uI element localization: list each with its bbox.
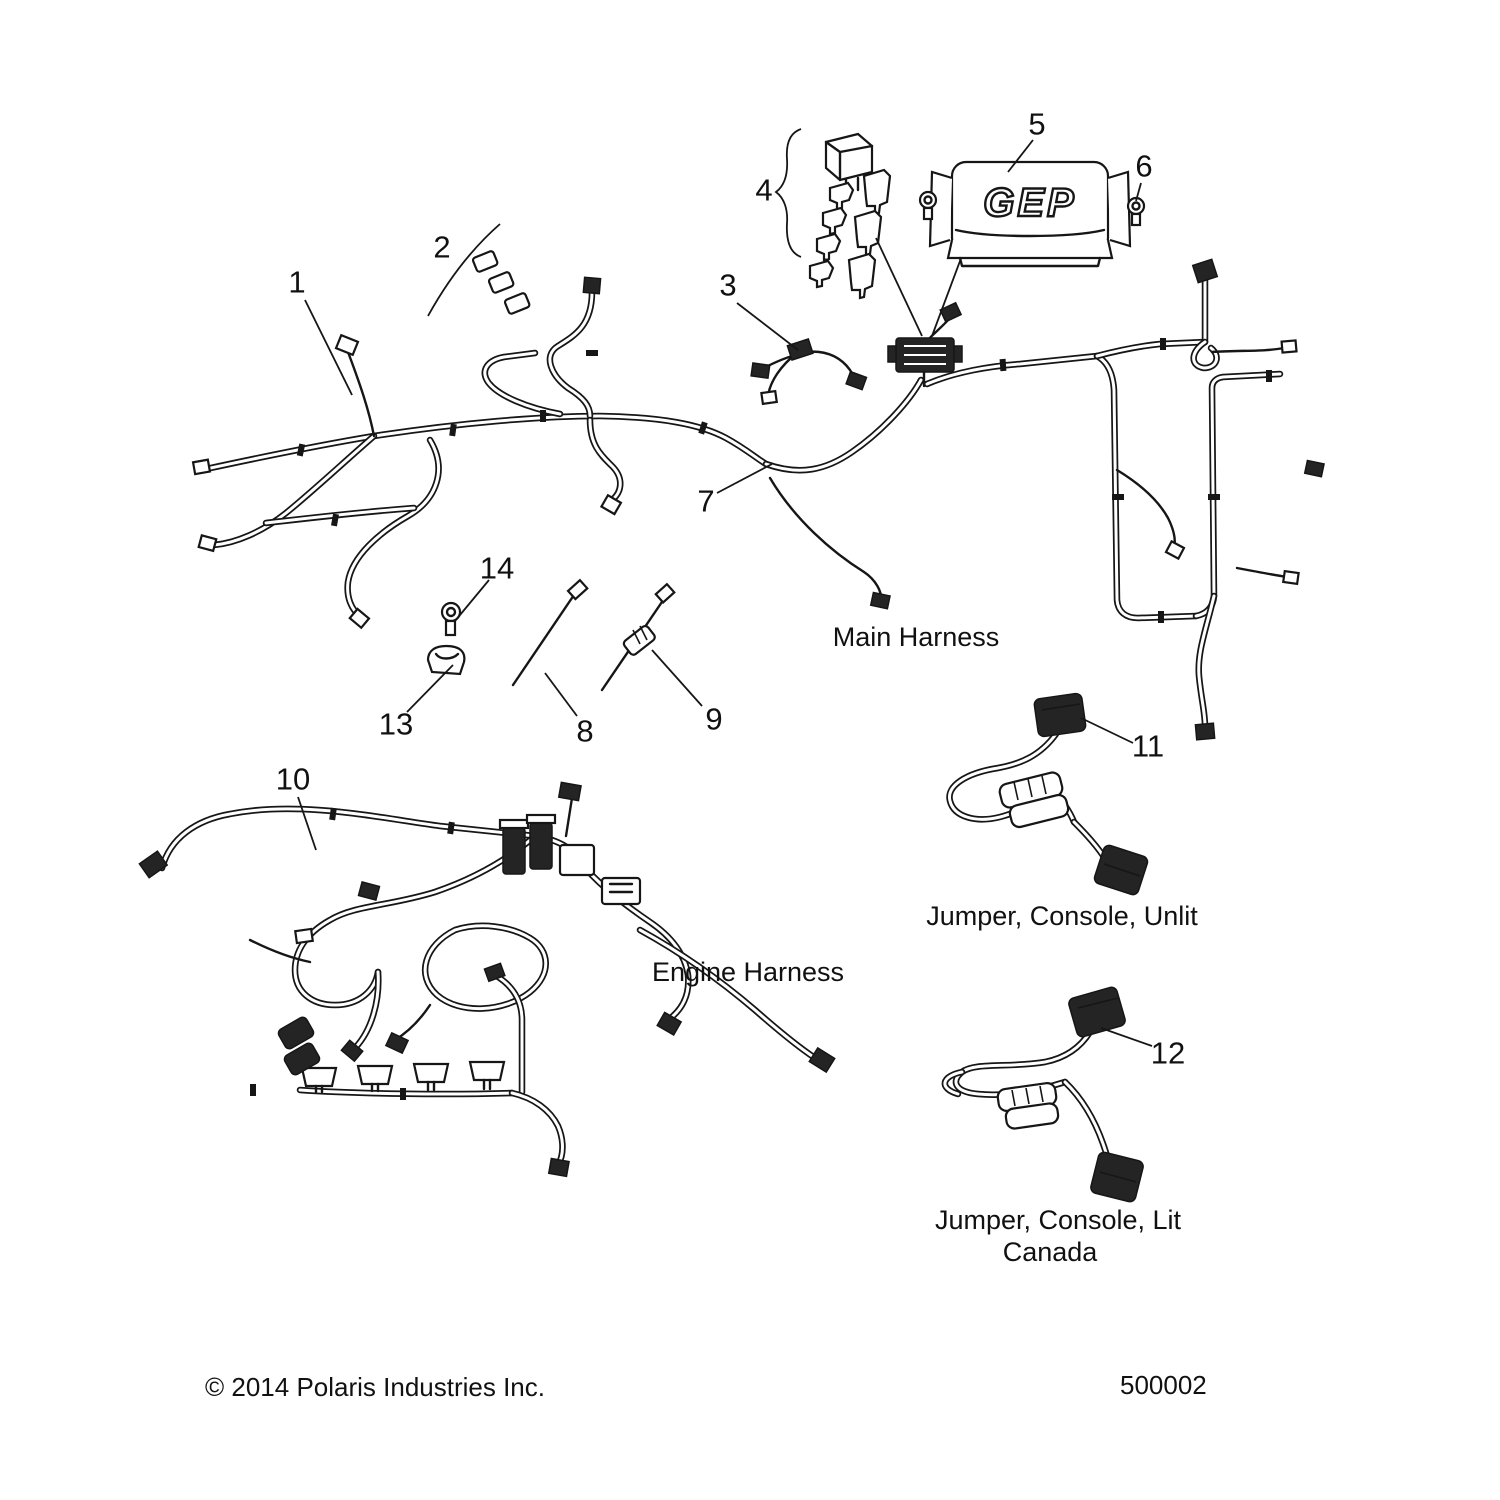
jumper-lit-drawing	[945, 986, 1145, 1203]
callout-9: 9	[705, 701, 723, 737]
callout-5: 5	[1028, 106, 1046, 142]
injector-connector-icons	[302, 1062, 504, 1092]
cable-tie-with-mount-icon	[602, 584, 674, 690]
callout-12: 12	[1150, 1035, 1186, 1071]
mini-fuse-icons	[810, 183, 853, 287]
label-jumper-lit: Jumper, Console, Lit	[934, 1205, 1182, 1235]
gep-logo: GEP	[983, 181, 1077, 225]
callout-8: 8	[576, 713, 594, 749]
gep-module-drawing	[920, 162, 1144, 266]
label-jumper-unlit: Jumper, Console, Unlit	[926, 901, 1198, 931]
callout-6: 6	[1135, 148, 1153, 184]
cable-tie-straight-icon	[513, 580, 587, 685]
callout-7: 7	[697, 483, 715, 519]
label-jumper-lit-region: Canada	[1002, 1237, 1098, 1267]
callout-3: 3	[719, 267, 737, 303]
main-harness-drawing	[193, 259, 1324, 742]
callout-2: 2	[433, 229, 451, 265]
label-main-harness: Main Harness	[832, 622, 1000, 652]
copyright-text: © 2014 Polaris Industries Inc.	[205, 1372, 545, 1402]
label-engine-harness: Engine Harness	[651, 957, 845, 987]
clamp-icon	[428, 646, 464, 674]
callout-4: 4	[755, 172, 773, 208]
large-fuse-icons	[849, 170, 890, 298]
drawing-number: 500002	[1120, 1370, 1207, 1400]
callout-11: 11	[1131, 728, 1165, 764]
jumper-unlit-drawing	[949, 693, 1149, 896]
callout-1: 1	[288, 264, 306, 300]
callout-13: 13	[378, 706, 414, 742]
callout-10: 10	[275, 761, 311, 797]
callout-14: 14	[479, 550, 515, 586]
